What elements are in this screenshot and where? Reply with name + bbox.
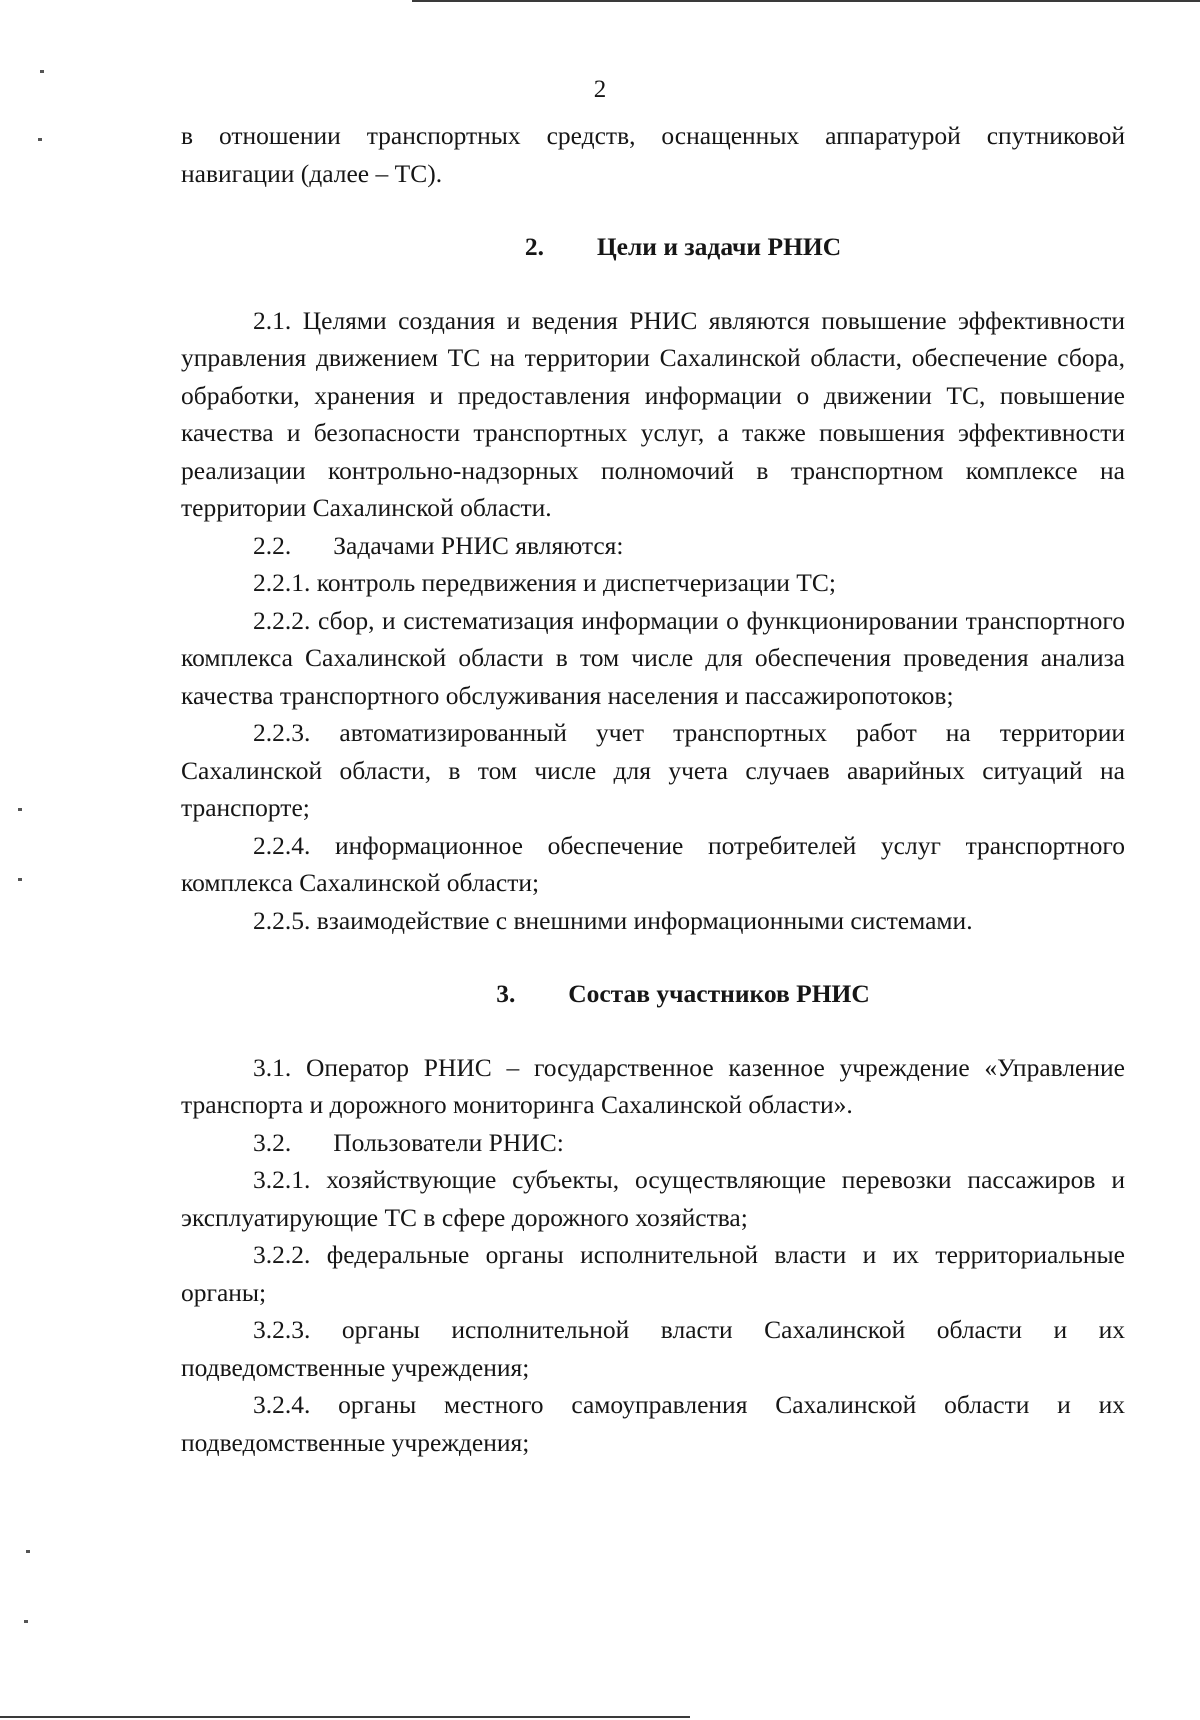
spacer xyxy=(181,1013,1125,1049)
spacer xyxy=(181,266,1125,302)
scan-speck xyxy=(40,70,44,73)
paragraph-2-2-3: 2.2.3. автоматизированный учет транспортных работ на территории Сахалинской области, в том числе для учета случаев аварийных ситуаций на транспорте; xyxy=(181,718,1125,822)
paragraph-2-1: 2.1. Целями создания и ведения РНИС являются повышение эффективности управления движением ТС на территории Сахалинской области, обеспечение сбора, обработки, хранения и предоставления информации о движении ТС, повышение качества и безопасности транспортных услуг, а также повышения эффективности реализации контрольно-надзорных полномочий в транспортном комплексе на территории Сахалинской области. xyxy=(181,305,1125,522)
page-number: 2 xyxy=(593,76,607,103)
section-2-number: 2. xyxy=(524,232,544,261)
paragraph-3-2-2: 3.2.2. федеральные органы исполнительной власти и их территориальные органы; xyxy=(181,1240,1125,1307)
paragraph-3-2-number: 3.2. xyxy=(253,1127,292,1157)
paragraph-2-2-5: 2.2.5. взаимодействие с внешними информационными системами. xyxy=(253,905,973,935)
paragraph-2-2-4: 2.2.4. информационное обеспечение потребителей услуг транспортного комплекса Сахалинской области; xyxy=(181,830,1125,897)
section-3-number: 3. xyxy=(496,979,516,1008)
paragraph-2-2-number: 2.2. xyxy=(253,530,292,560)
scan-speck xyxy=(38,138,42,141)
paragraph-3-2-3: 3.2.3. органы исполнительной власти Сахалинской области и их подведомственные учреждения; xyxy=(181,1315,1125,1382)
section-2-heading xyxy=(181,228,1125,266)
section-3-heading xyxy=(181,975,1125,1013)
scan-speck xyxy=(24,1620,28,1623)
scan-speck xyxy=(18,808,22,811)
document-body xyxy=(181,117,1125,1461)
section-3-title: Состав участников РНИС xyxy=(568,979,870,1008)
scan-speck xyxy=(18,878,22,881)
paragraph-3-2 xyxy=(181,1124,1125,1162)
paragraph-3-1: 3.1. Оператор РНИС – государственное казенное учреждение «Управление транспорта и дорожного мониторинга Сахалинской области». xyxy=(181,1052,1125,1119)
paragraph-3-2-4: 3.2.4. органы местного самоуправления Сахалинской области и их подведомственные учреждения; xyxy=(181,1390,1125,1457)
paragraph-2-2-1: 2.2.1. контроль передвижения и диспетчеризации ТС; xyxy=(253,568,836,597)
bottom-scan-edge-line xyxy=(0,1716,690,1718)
paragraph-3-2-text: Пользователи РНИС: xyxy=(333,1127,564,1157)
top-scan-edge-line xyxy=(412,0,1200,2)
spacer xyxy=(181,192,1125,228)
paragraph-2-2 xyxy=(181,527,1125,565)
paragraph-2-2-text: Задачами РНИС являются: xyxy=(333,530,624,560)
spacer xyxy=(181,939,1125,975)
paragraph-2-2-2: 2.2.2. сбор, и систематизация информации о функционировании транспортного комплекса Сахалинской области в том числе для обеспечения проведения анализа качества транспортного обслуживания населения и пассажиропотоков; xyxy=(181,605,1125,710)
paragraph-3-2-1: 3.2.1. хозяйствующие субъекты, осуществляющие перевозки пассажиров и эксплуатирующие ТС в сфере дорожного хозяйства; xyxy=(181,1165,1125,1232)
intro-paragraph: в отношении транспортных средств, оснащенных аппаратурой спутниковой навигации (далее – ТС). xyxy=(181,121,1125,188)
scan-speck xyxy=(26,1550,30,1553)
section-2-title: Цели и задачи РНИС xyxy=(596,232,842,261)
